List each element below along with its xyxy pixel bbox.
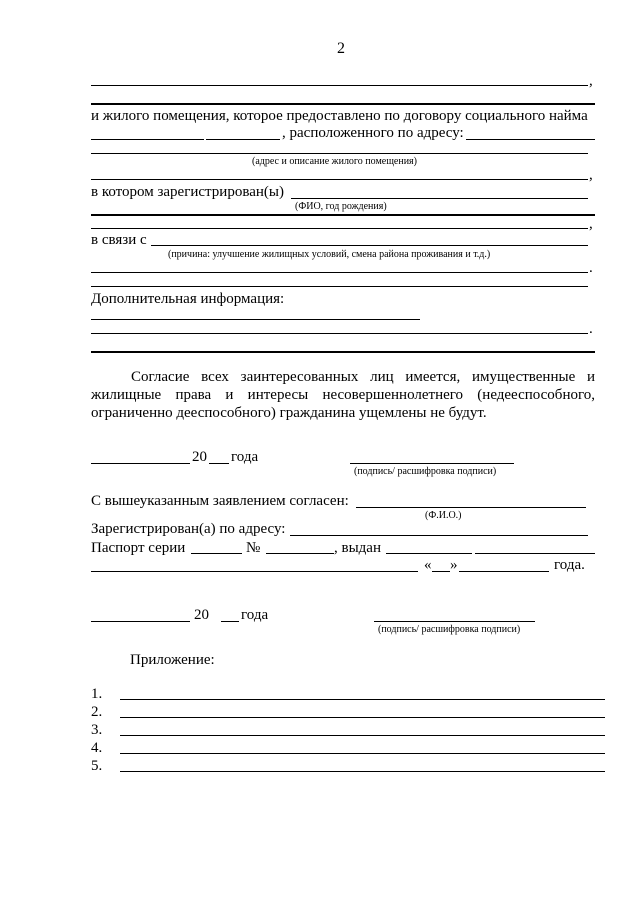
attachment-number: 1. [91, 686, 103, 702]
attachment-line-2[interactable] [120, 717, 605, 718]
year-prefix: 20 [192, 449, 207, 465]
additional-info-label: Дополнительная информация: [91, 291, 285, 307]
contract-number-line[interactable] [91, 139, 204, 140]
fill-line[interactable] [91, 85, 588, 86]
fio-caption: (Ф.И.О.) [425, 510, 462, 521]
passport-series-label: Паспорт серии [91, 540, 186, 556]
premises-text: и жилого помещения, которое предоставлено по договору социального найма [91, 108, 588, 124]
section-divider [91, 103, 595, 105]
comma: , [589, 167, 593, 183]
address-line-2[interactable] [91, 153, 588, 154]
fio-birth-caption: (ФИО, год рождения) [295, 201, 387, 212]
attachment-number: 5. [91, 758, 103, 774]
year-prefix: 20 [194, 607, 209, 623]
comma: , [589, 73, 593, 89]
passport-series-line[interactable] [191, 553, 242, 554]
address-line-3[interactable] [91, 179, 588, 180]
period: . [589, 260, 593, 276]
signature-caption: (подпись/ расшифровка подписи) [378, 624, 521, 635]
attachment-number: 2. [91, 704, 103, 720]
issue-day-line[interactable] [432, 571, 450, 572]
section-divider [91, 214, 595, 216]
consent-paragraph: Согласие всех заинтересованных лиц имеется, имущественные и жилищные права и интересы несовершеннолетнего (недееспособного, ограниченно дееспособного) гражданина ущемлены не будут. [91, 369, 595, 421]
issued-by-line[interactable] [386, 553, 472, 554]
signature-line[interactable] [374, 621, 535, 622]
agree-label: С вышеуказанным заявлением согласен: [91, 493, 349, 509]
number-sign: № [246, 540, 261, 556]
fill-line[interactable] [91, 286, 588, 287]
date-day-month-line[interactable] [91, 463, 190, 464]
contract-date-line[interactable] [206, 139, 280, 140]
year-line[interactable] [209, 463, 229, 464]
registered-address-label: Зарегистрирован(а) по адресу: [91, 521, 286, 537]
issued-label: , выдан [334, 540, 381, 556]
signature-line[interactable] [350, 463, 514, 464]
registered-address-line[interactable] [290, 535, 588, 536]
signature-caption: (подпись/ расшифровка подписи) [354, 466, 497, 477]
date-quote-close: » [450, 557, 458, 573]
date-quote-open: « [424, 557, 432, 573]
date-day-month-line[interactable] [91, 621, 190, 622]
additional-info-line-2[interactable] [91, 333, 588, 334]
attachment-line-5[interactable] [120, 771, 605, 772]
reason-caption: (причина: улучшение жилищных условий, смена района проживания и т.д.) [168, 249, 491, 260]
issued-by-line-2[interactable] [475, 553, 595, 554]
comma: , [589, 216, 593, 232]
registered-persons-line[interactable] [291, 198, 588, 199]
address-line[interactable] [466, 139, 595, 140]
located-at-text: , расположенного по адресу: [282, 125, 464, 141]
attachment-number: 4. [91, 740, 103, 756]
attachment-number: 3. [91, 722, 103, 738]
year-word: года. [554, 557, 585, 573]
attachment-line-3[interactable] [120, 735, 605, 736]
reason-label: в связи с [91, 232, 147, 248]
attachment-title: Приложение: [130, 652, 215, 668]
year-suffix: года [231, 449, 259, 465]
issue-month-line[interactable] [459, 571, 549, 572]
issued-by-line-3[interactable] [91, 571, 418, 572]
reason-line[interactable] [151, 245, 588, 246]
additional-info-line[interactable] [91, 319, 420, 320]
page-number: 2 [337, 40, 345, 57]
period: . [589, 321, 593, 337]
year-suffix: года [241, 607, 269, 623]
year-line[interactable] [221, 621, 239, 622]
passport-number-line[interactable] [266, 553, 334, 554]
agree-fio-line[interactable] [356, 507, 586, 508]
reason-line-2[interactable] [91, 272, 588, 273]
address-caption: (адрес и описание жилого помещения) [252, 156, 417, 167]
fill-line[interactable] [91, 228, 588, 229]
attachment-line-1[interactable] [120, 699, 605, 700]
attachment-line-4[interactable] [120, 753, 605, 754]
section-divider [91, 351, 595, 353]
registered-label: в котором зарегистрирован(ы) [91, 184, 284, 200]
